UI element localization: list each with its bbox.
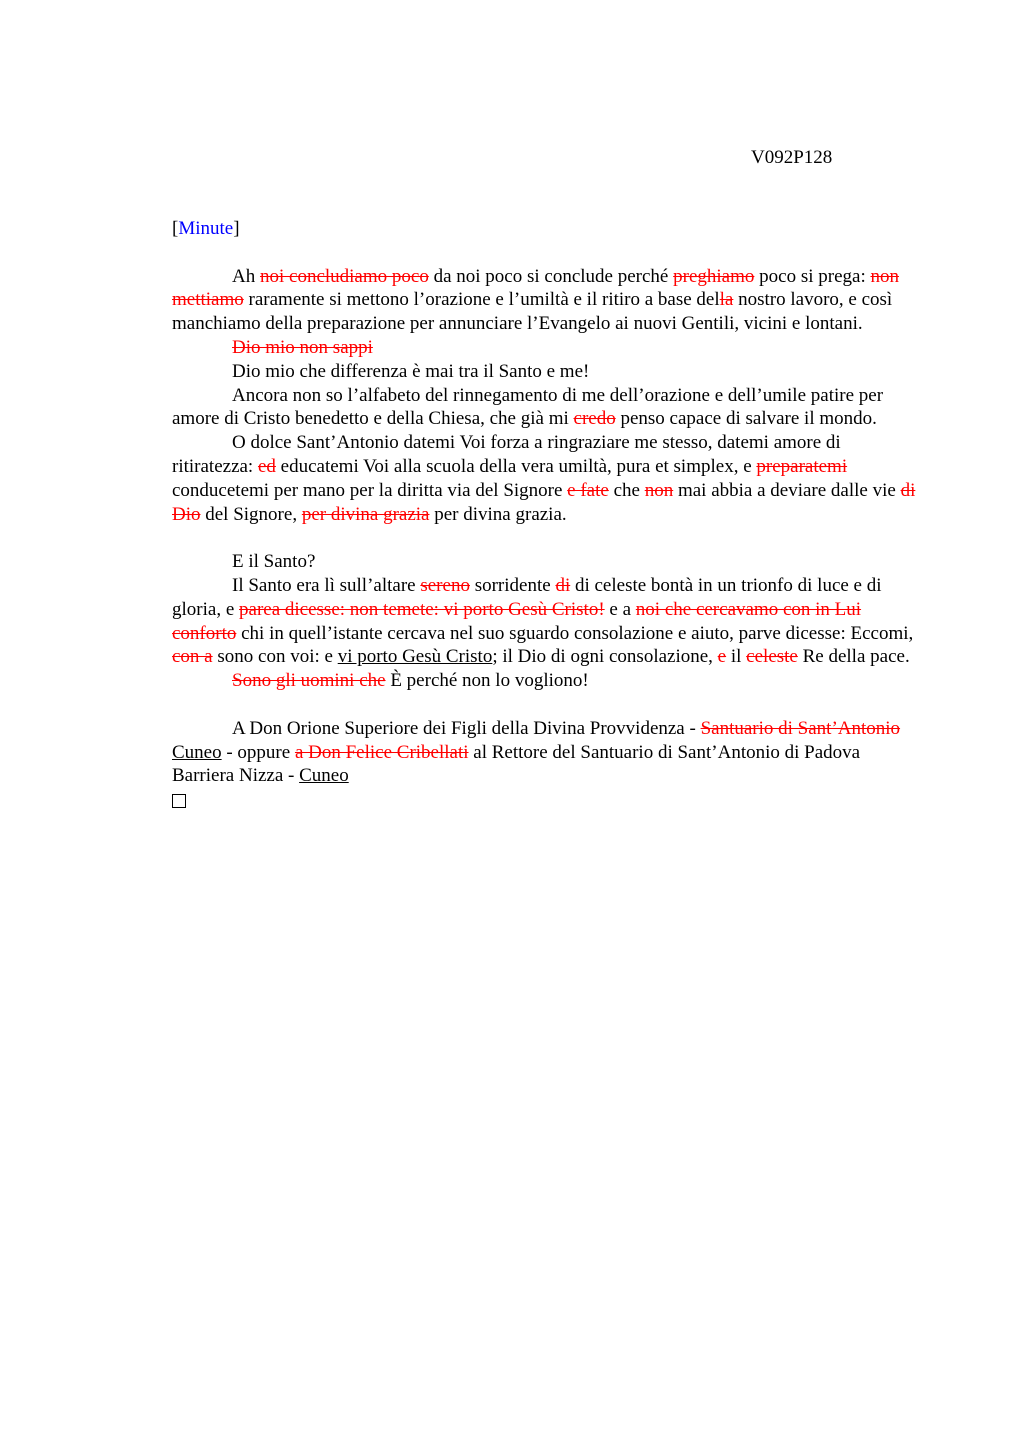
deleted-text: preghiamo — [673, 265, 755, 287]
deleted-text: Santuario di Sant’Antonio — [700, 717, 901, 739]
underlined-text: Cuneo — [172, 741, 222, 763]
text-span: E il Santo? — [232, 551, 316, 573]
deleted-text: noi che cercavamo con in Lui conforto — [172, 598, 862, 644]
paragraph-9-address — [172, 717, 924, 788]
deleted-text: preparatemi — [756, 455, 848, 477]
deleted-text: noi concludiamo poco — [259, 265, 429, 287]
minute-label: Minute — [178, 218, 234, 239]
text-span: poco si prega: — [754, 265, 871, 287]
text-span: e a — [604, 598, 636, 620]
text-span: mai abbia a deviare dalle vie — [673, 479, 901, 501]
text-span: sorridente — [469, 574, 556, 596]
deleted-text: per divina grazia — [301, 503, 430, 525]
deleted-text: e — [717, 646, 727, 668]
underlined-text: Cuneo — [299, 765, 349, 787]
deleted-text: di Dio — [172, 479, 916, 525]
deleted-text: ed — [257, 455, 276, 477]
text-span: chi in quell’istante cercava nel suo sguardo consolazione e aiuto, parve dicesse: Eccomi, — [236, 622, 914, 644]
text-span: al Rettore del Santuario di Sant’Antonio di Padova Barriera Nizza - — [172, 741, 861, 787]
text-span: che — [608, 479, 645, 501]
deleted-text: a Don Felice Cribellati — [294, 741, 469, 763]
text-span: Ah — [232, 265, 260, 287]
text-span: Il Santo era lì sull’altare — [232, 574, 421, 596]
text-span: da noi poco si conclude perché — [428, 265, 674, 287]
text-span: sono con voi: e — [212, 646, 338, 668]
text-span: del Signore, — [200, 503, 302, 525]
text-span: Ancora non so l’alfabeto del rinnegamento di me dell’orazione e dell’umile patire per amore di Cristo benedetto e della Chiesa, che già mi — [172, 384, 884, 430]
text-span: - oppure — [221, 741, 295, 763]
deleted-text: di — [555, 574, 571, 596]
paragraph-6 — [172, 550, 924, 574]
deleted-text: credo — [573, 408, 616, 430]
deleted-text: parea dicesse: non temete: vi porto Gesù Cristo! — [239, 598, 605, 620]
text-span: di celeste bontà in un trionfo di luce e di gloria, e — [172, 574, 882, 620]
paragraph-3 — [172, 360, 924, 384]
text-span: conducetemi per mano per la diritta via del Signore — [172, 479, 568, 501]
text-span: penso capace di salvare il mondo. — [615, 408, 877, 430]
text-span: per divina grazia. — [429, 503, 567, 525]
deleted-text: non mettiamo — [172, 265, 899, 311]
deleted-text: la — [719, 289, 734, 311]
section-label: [Minute] — [172, 218, 240, 239]
blank-line — [172, 241, 924, 265]
deleted-text: con a — [172, 646, 213, 668]
paragraph-1 — [172, 265, 924, 336]
deleted-text: celeste — [746, 646, 798, 668]
paragraph-4 — [172, 384, 924, 432]
deleted-text: e fate — [567, 479, 609, 501]
blank-line — [172, 693, 924, 717]
paragraph-5 — [172, 431, 924, 526]
paragraph-2 — [172, 336, 924, 360]
text-span: Dio mio che differenza è mai tra il Santo e me! — [232, 360, 590, 382]
text-span: È perché non lo vogliono! — [385, 670, 589, 692]
text-span: Re della pace. — [797, 646, 910, 668]
text-span: O dolce Sant’Antonio datemi Voi forza a ringraziare me stesso, datemi amore di ritiratezza: — [172, 432, 841, 477]
document-id: V092P128 — [751, 147, 833, 168]
end-marker-box-icon — [172, 794, 186, 808]
paragraph-7 — [172, 574, 924, 669]
deleted-text: Sono gli uomini che — [232, 670, 386, 692]
text-span: raramente si mettono l’orazione e l’umiltà e il ritiro a base del — [243, 289, 720, 311]
text-span: ; il Dio di ogni consolazione, — [492, 646, 718, 668]
text-span: nostro lavoro, e così manchiamo della preparazione per annunciare l’Evangelo ai nuovi Gentili, vicini e lontani. — [172, 289, 893, 335]
deleted-text: non — [644, 479, 674, 501]
text-span: A Don Orione Superiore dei Figli della Divina Provvidenza - — [232, 717, 701, 739]
deleted-text: sereno — [420, 574, 470, 596]
text-span: educatemi Voi alla scuola della vera umiltà, pura et simplex, e — [275, 455, 757, 477]
deleted-text: Dio mio non sappi — [232, 336, 373, 358]
underlined-text: vi porto Gesù Cristo — [337, 646, 493, 668]
document-body — [172, 217, 924, 808]
paragraph-8 — [172, 669, 924, 693]
blank-line — [172, 526, 924, 550]
text-span: il — [726, 646, 747, 668]
